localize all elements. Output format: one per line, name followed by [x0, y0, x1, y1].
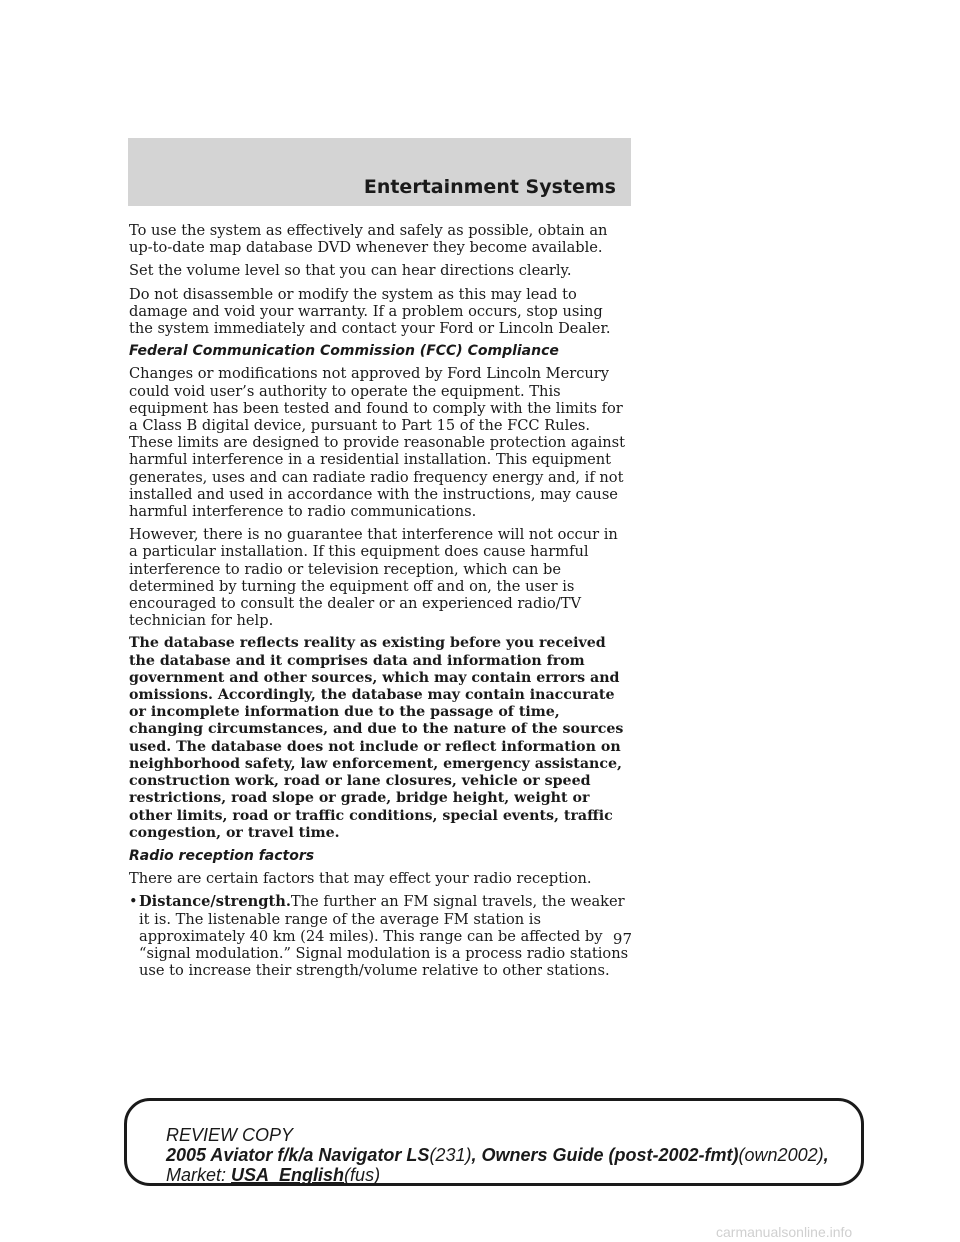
radio-reception-heading: Radio reception factors: [129, 847, 315, 864]
paragraph: There are certain factors that may effect your radio reception.: [129, 870, 592, 888]
page-content: [129, 222, 631, 979]
bullet-term: Distance/strength.: [139, 893, 291, 911]
bullet-icon: •: [129, 893, 138, 911]
market-line: Market: USA_English(fus): [166, 1165, 381, 1185]
paragraph: To use the system as effectively and safely as possible, obtain an up-to-date map database DVD whenever they become available.: [129, 222, 608, 257]
list-item: [129, 893, 631, 979]
page-number: 97: [612, 930, 632, 948]
fcc-heading: Federal Communication Commission (FCC) Compliance: [129, 343, 559, 360]
review-copy-footer: [166, 1125, 856, 1185]
review-copy-label: REVIEW COPY: [166, 1125, 294, 1145]
bullet-description: The further an FM signal travels, the weaker it is. The listenable range of the average FM station is approximately 40 km (24 miles). This range can be affected by “signal modulation.” Signal modulation is a process radio stations use to increase their strength/volume relative to other stations.: [139, 893, 629, 980]
paragraph: However, there is no guarantee that interference will not occur in a particular installation. If this equipment does cause harmful interference to radio or television reception, which can be determined by turning the equipment off and on, the user is encouraged to consult the dealer or an experienced radio/TV technician for help.: [129, 526, 618, 630]
paragraph: Set the volume level so that you can hear directions clearly.: [129, 262, 572, 280]
paragraph: Changes or modifications not approved by Ford Lincoln Mercury could void user’s authority to operate the equipment. This equipment has been tested and found to comply with the limits for a Class B digital device, pursuant to Part 15 of the FCC Rules. These limits are designed to provide reasonable protection against harmful interference in a residential installation. This equipment generates, uses and can radiate radio frequency energy and, if not installed and used in accordance with the instructions, may cause harmful interference to radio communications.: [129, 365, 626, 521]
paragraph: Do not disassemble or modify the system as this may lead to damage and void your warranty. If a problem occurs, stop using the system immediately and contact your Ford or Lincoln Dealer.: [129, 285, 611, 338]
bullet-text: [139, 893, 631, 979]
document-id-line: 2005 Aviator f/k/a Navigator LS(231), Owners Guide (post-2002-fmt)(own2002),: [166, 1145, 829, 1165]
watermark: carmanualsonline.info: [716, 1224, 853, 1240]
database-disclaimer: The database reflects reality as existing before you received the database and it comprises data and information from government and other sources, which may contain errors and omissions. Accordingly, the database may contain inaccurate or incomplete information due to the passage of time, changing circumstances, and due to the nature of the sources used. The database does not include or reflect information on neighborhood safety, law enforcement, emergency assistance, construction work, road or lane closures, vehicle or speed restrictions, road slope or grade, bridge height, weight or other limits, road or traffic conditions, special events, traffic congestion, or travel time.: [129, 635, 624, 841]
section-title: Entertainment Systems: [363, 176, 616, 198]
